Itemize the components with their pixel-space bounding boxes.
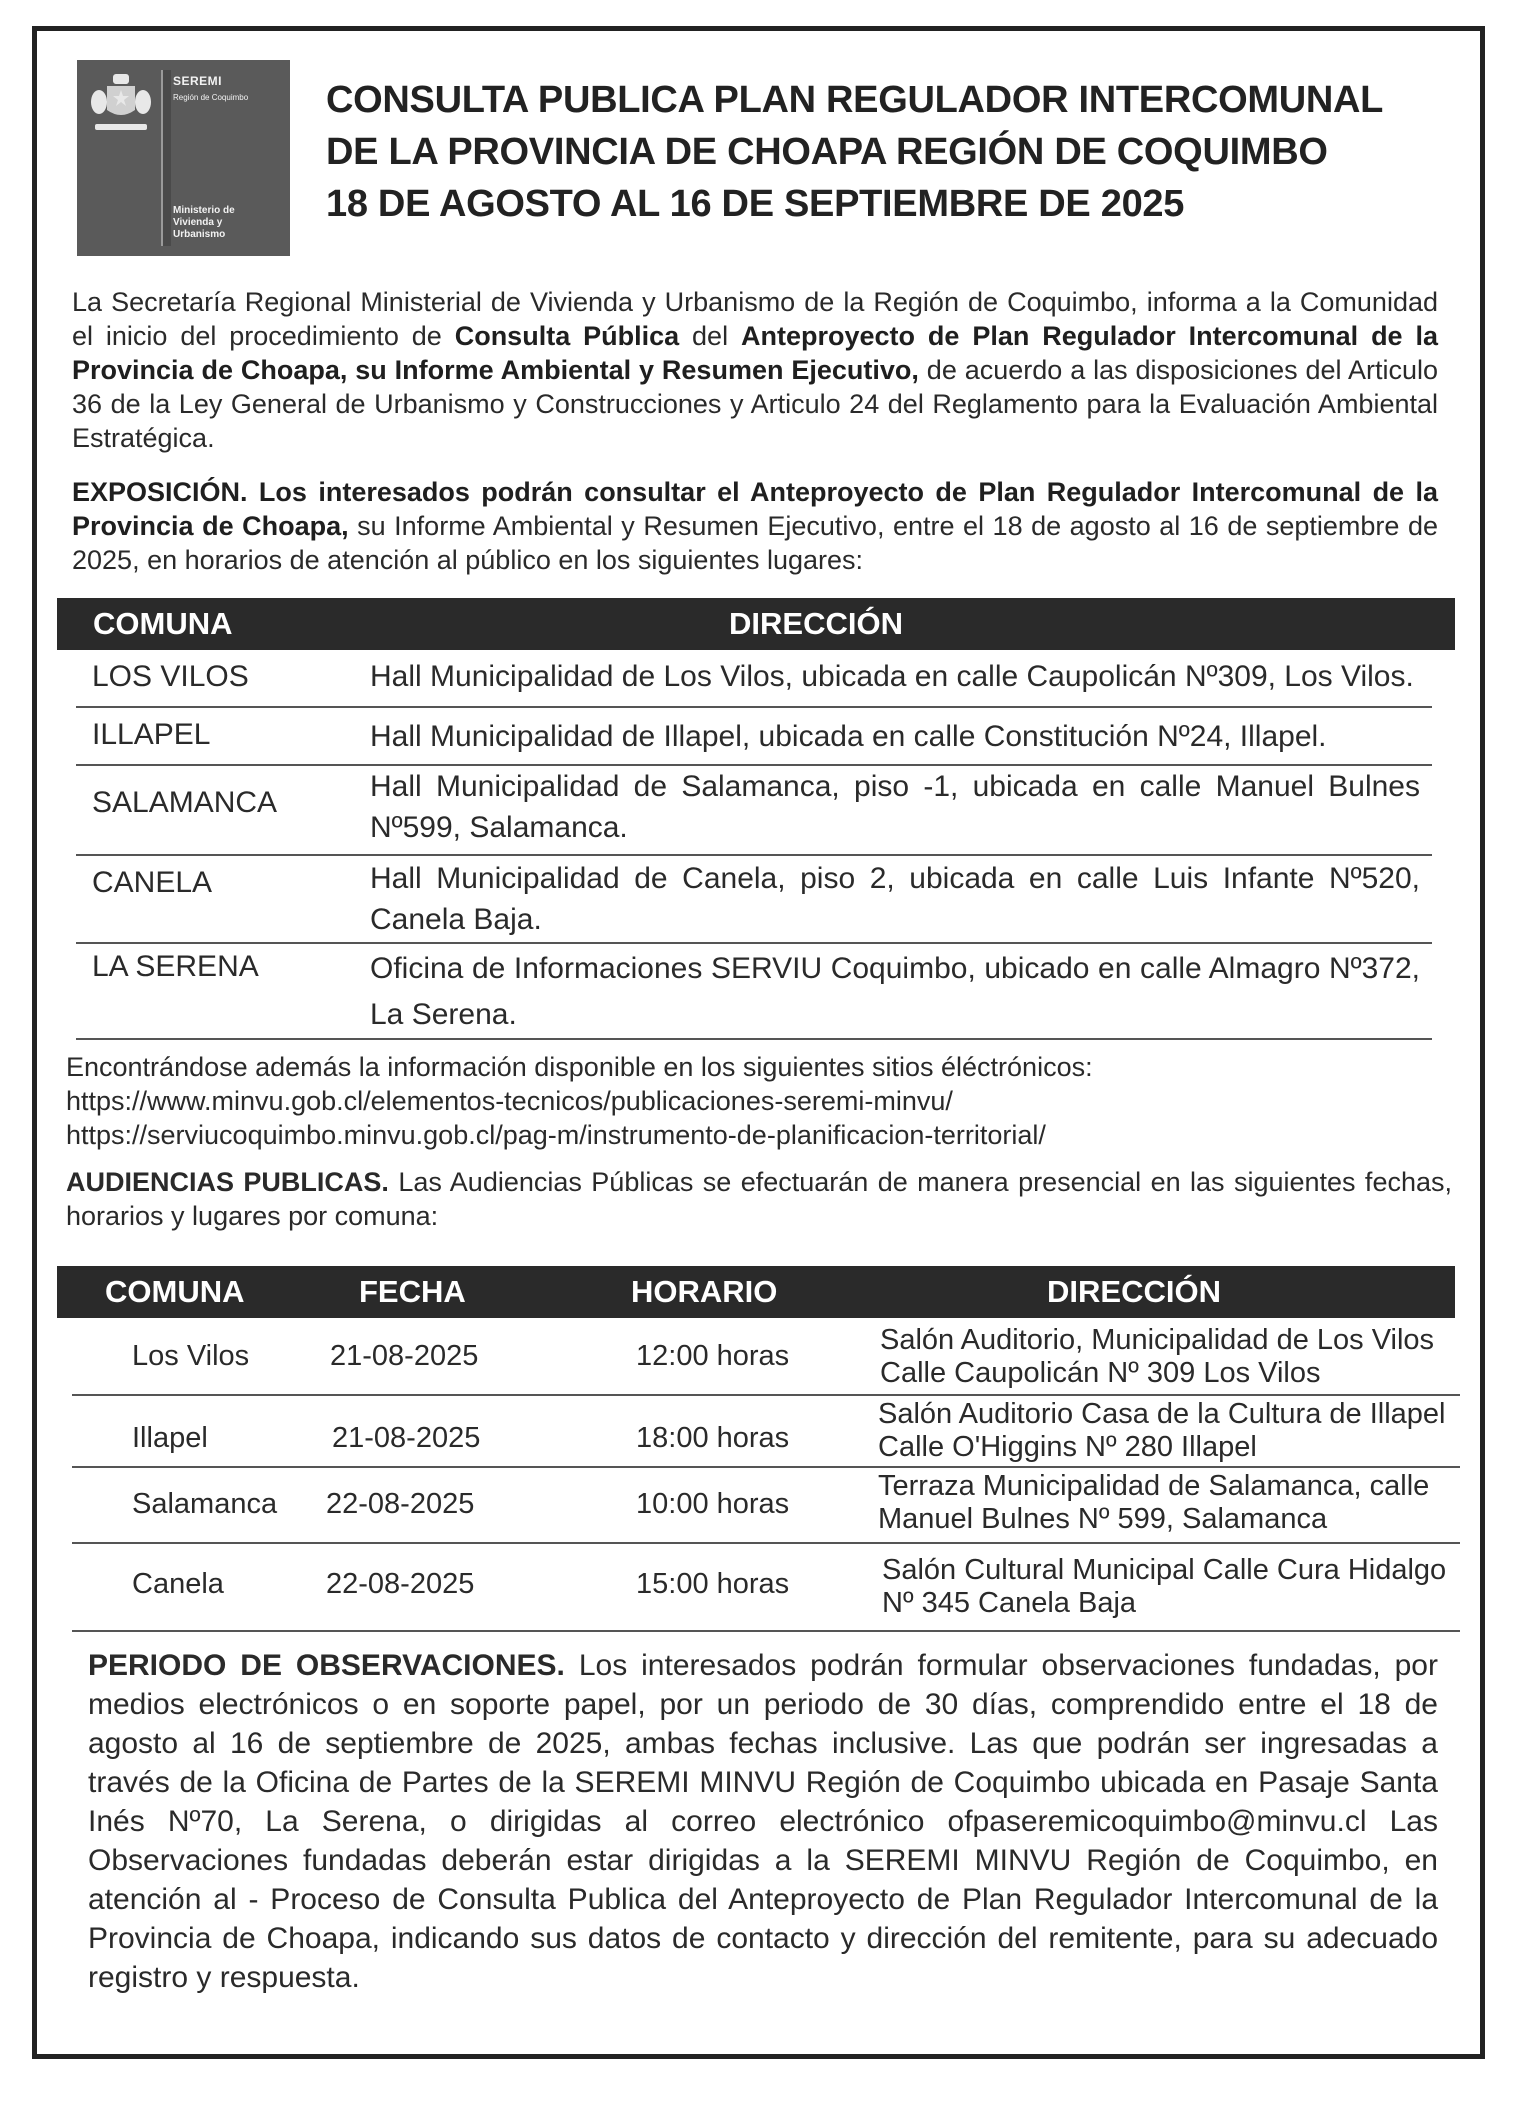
table-row [76,944,1432,1040]
horario-cell: 18:00 horas [636,1422,790,1454]
fecha-cell: 21-08-2025 [330,1340,479,1372]
table-row [72,1322,1460,1396]
comuna-cell: SALAMANCA [92,786,278,819]
header-direccion: DIRECCIÓN [729,606,903,641]
hearings-table-header [57,1266,1455,1318]
website-link[interactable]: https://serviucoquimbo.minvu.gob.cl/pag-m/instrumento-de-planificacion-territorial/ [66,1120,1046,1150]
fecha-cell: 22-08-2025 [326,1488,475,1520]
header-comuna: COMUNA [93,606,233,641]
websites-block [66,1050,1446,1152]
horario-cell: 12:00 horas [636,1340,790,1372]
direccion-cell: Hall Municipalidad de Illapel, ubicada en calle Constitución Nº24, Illapel. [370,720,1327,753]
direccion-cell: Hall Municipalidad de Canela, piso 2, ubicada en calle Luis Infante Nº520, Canela Baja. [370,862,1420,936]
table-row [72,1396,1460,1468]
comuna-cell: Canela [132,1568,224,1600]
table-row [76,708,1432,766]
direccion-cell: Terraza Municipalidad de Salamanca, calle Manuel Bulnes Nº 599, Salamanca [878,1470,1430,1535]
direccion-cell: Salón Auditorio, Municipalidad de Los Vilos Calle Caupolicán Nº 309 Los Vilos [880,1324,1435,1389]
fecha-cell: 21-08-2025 [332,1422,481,1454]
header-horario: HORARIO [631,1274,778,1309]
table-row [76,856,1432,944]
comuna-cell: LOS VILOS [92,660,249,693]
table-row [72,1544,1460,1632]
header-comuna: COMUNA [105,1274,245,1309]
observaciones-paragraph: PERIODO DE OBSERVACIONES. Los interesados podrán formular observaciones fundadas, por medios electrónicos o en soporte papel, por un periodo de 30 días, comprendido entre el 18 de agosto al 16 de septiembre de 2025, ambas fechas inclusive. Las que podrán ser ingresadas a través de la Oficina de Partes de la SEREMI MINVU Región de Coquimbo ubicada en Pasaje Santa Inés Nº70, La Serena, o dirigidas al correo electrónico ofpaseremicoquimbo@minvu.cl Las Observaciones fundadas deberán estar dirigidas a la SEREMI MINVU Región de Coquimbo, en atención al - Proceso de Consulta Publica del Anteproyecto de Plan Regulador Intercomunal de la Provincia de Choapa, indicando sus datos de contacto y dirección del remitente, para su adecuado registro y respuesta. [88,1649,1438,1994]
comuna-cell: ILLAPEL [92,718,211,751]
exposicion-paragraph: EXPOSICIÓN. Los interesados podrán consultar el Anteproyecto de Plan Regulador Intercomunal de la Provincia de Choapa, su Informe Ambiental y Resumen Ejecutivo, entre el 18 de agosto al 16 de septiembre de 2025, en horarios de atención al público en los siguientes lugares: [72,477,1438,575]
chile-coat-of-arms-icon [87,66,155,140]
title-line: 18 DE AGOSTO AL 16 DE SEPTIEMBRE DE 2025 [326,183,1185,225]
comuna-cell: Salamanca [132,1488,278,1520]
seremi-minvu-logo [77,60,290,256]
notice-title [326,74,1456,230]
header-direccion: DIRECCIÓN [1047,1274,1221,1309]
logo-bar [163,70,171,246]
header-fecha: FECHA [359,1274,466,1309]
table-row [76,656,1432,708]
horario-cell: 10:00 horas [636,1488,790,1520]
table-row [72,1468,1460,1544]
comuna-cell: Los Vilos [132,1340,250,1372]
direccion-cell: Hall Municipalidad de Los Vilos, ubicada en calle Caupolicán Nº309, Los Vilos. [370,660,1414,693]
direccion-cell: Salón Cultural Municipal Calle Cura Hidalgo Nº 345 Canela Baja [882,1554,1447,1619]
horario-cell: 15:00 horas [636,1568,790,1600]
audiencias-paragraph: AUDIENCIAS PUBLICAS. Las Audiencias Públicas se efectuarán de manera presencial en las siguientes fechas, horarios y lugares por comuna: [66,1167,1452,1231]
table-row [76,766,1432,856]
logo-seremi-text: SEREMI [173,74,223,88]
locations-table-header [57,598,1455,650]
title-line: DE LA PROVINCIA DE CHOAPA REGIÓN DE COQUIMBO [326,131,1328,173]
comuna-cell: LA SERENA [92,950,259,983]
direccion-cell: Hall Municipalidad de Salamanca, piso -1, ubicada en calle Manuel Bulnes Nº599, Salamanca. [370,770,1420,844]
websites-intro: Encontrándose además la información disponible en los siguientes sitios éléctrónicos: [66,1052,1093,1082]
logo-region-text: Región de Coquimbo [173,93,249,102]
direccion-cell: Salón Auditorio Casa de la Cultura de Illapel Calle O'Higgins Nº 280 Illapel [878,1398,1446,1463]
website-link[interactable]: https://www.minvu.gob.cl/elementos-tecnicos/publicaciones-seremi-minvu/ [66,1086,953,1116]
intro-paragraph: La Secretaría Regional Ministerial de Vivienda y Urbanismo de la Región de Coquimbo, informa a la Comunidad el inicio del procedimiento de Consulta Pública del Anteproyecto de Plan Regulador Intercomunal de la Provincia de Choapa, su Informe Ambiental y Resumen Ejecutivo, de acuerdo a las disposiciones del Articulo 36 de la Ley General de Urbanismo y Construcciones y Articulo 24 del Reglamento para la Evaluación Ambiental Estratégica. [72,287,1439,453]
title-line: CONSULTA PUBLICA PLAN REGULADOR INTERCOMUNAL [326,79,1384,121]
direccion-cell: Oficina de Informaciones SERVIU Coquimbo, ubicado en calle Almagro Nº372, La Serena. [370,952,1420,1031]
fecha-cell: 22-08-2025 [326,1568,475,1600]
comuna-cell: CANELA [92,866,213,899]
comuna-cell: Illapel [132,1422,208,1454]
logo-ministry-text: Ministerio de Vivienda y Urbanismo [173,205,235,240]
